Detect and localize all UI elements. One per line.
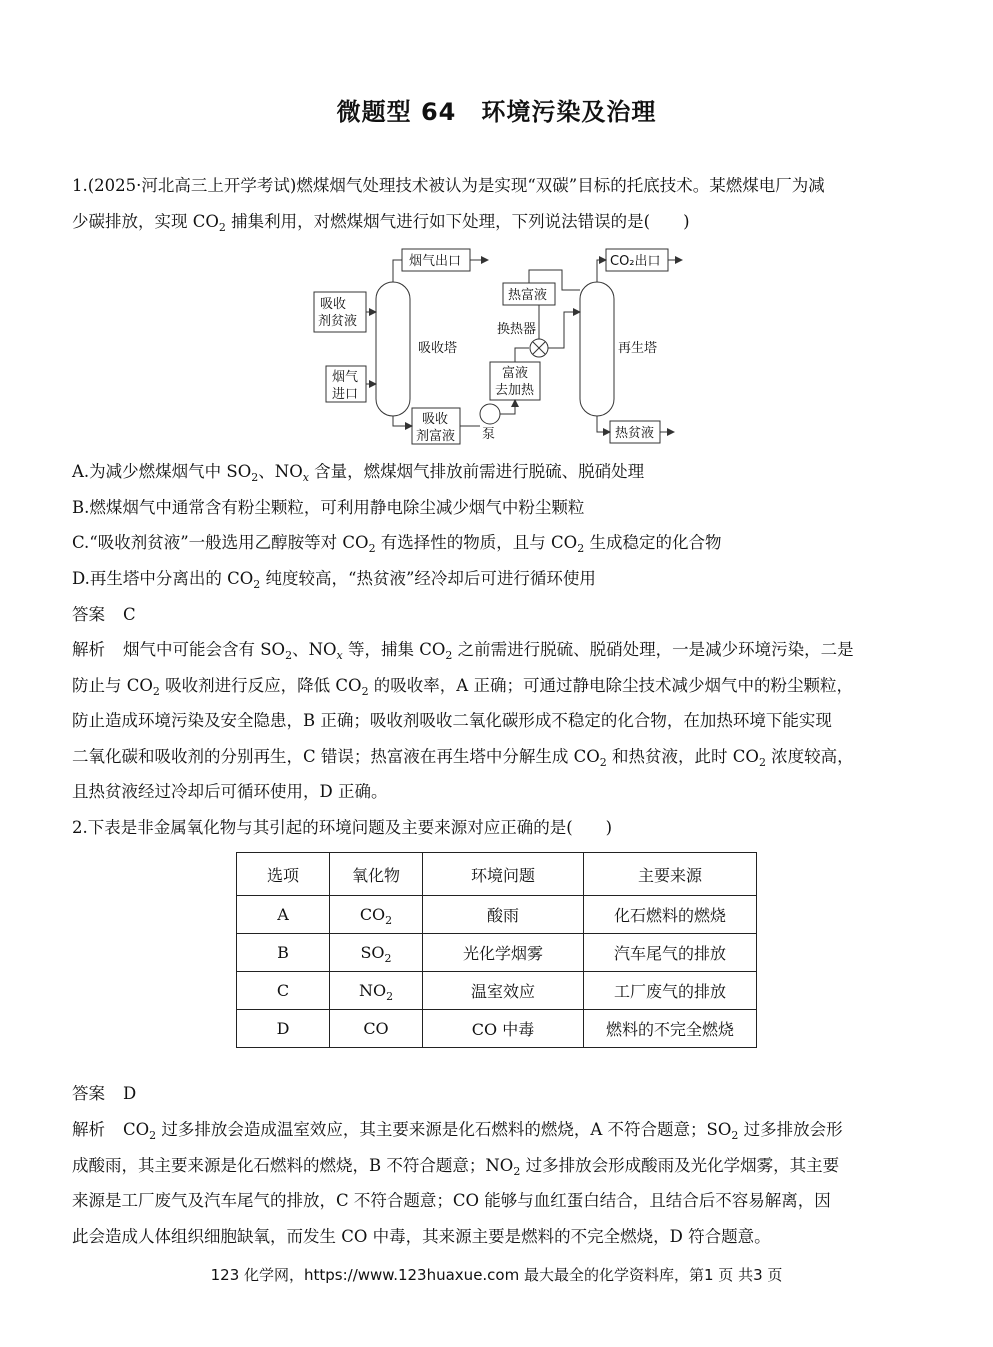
- q2-explanation-3: 来源是工厂废气及汽车尾气的排放，C 不符合题意；CO 能够与血红蛋白结合，且结合后不容易解离，因: [72, 1191, 831, 1210]
- table-cell: D: [237, 1010, 330, 1048]
- q1-explanation-5: 且热贫液经过冷却后可循环使用，D 正确。: [72, 782, 388, 801]
- q1-option-a: A.为减少燃煤烟气中 $SO_2$、$NO_x$ 含量，燃煤烟气排放前需进行脱硫、脱硝处理: [72, 462, 645, 484]
- label-rich-heat: 富液: [502, 366, 529, 381]
- q2-answer: 答案 D: [72, 1084, 137, 1103]
- table-header: 环境问题: [423, 853, 584, 896]
- q1-explanation-4: 二氧化碳和吸收剂的分别再生，C 错误；热富液在再生塔中分解生成 $CO_2$ 和热贫液，此时 $CO_2$ 浓度较高，: [72, 747, 854, 769]
- label-hot-rich: 热富液: [508, 288, 548, 303]
- label-flue-inlet-2: 进口: [332, 387, 359, 402]
- table-cell: 光化学烟雾: [423, 934, 584, 972]
- table-header: 主要来源: [584, 853, 757, 896]
- table-cell: CO: [330, 1010, 423, 1048]
- q1-stem-line2: 少碳排放，实现 $CO_2$ 捕集利用，对燃煤烟气进行如下处理，下列说法错误的是( ): [72, 212, 690, 234]
- table-cell: 工厂废气的排放: [584, 972, 757, 1010]
- q1-explanation-1: 解析 烟气中可能会含有 $SO_2$、$NO_x$ 等，捕集 $CO_2$ 之前需进行脱硫、脱硝处理，一是减少环境污染，二是: [72, 640, 854, 662]
- label-absorbent-rich-2: 剂富液: [416, 429, 456, 444]
- label-hot-lean: 热贫液: [615, 426, 655, 441]
- q1-option-c: C.“吸收剂贫液”一般选用乙醇胺等对 $CO_2$ 有选择性的物质，且与 $CO_2$ 生成稳定的化合物: [72, 533, 722, 555]
- q1-explanation-2: 防止与 $CO_2$ 吸收剂进行反应，降低 $CO_2$ 的吸收率，A 正确；可通过静电除尘技术减少烟气中的粉尘颗粒，: [72, 676, 853, 698]
- q2-explanation-2: 成酸雨，其主要来源是化石燃料的燃烧，B 不符合题意；$NO_2$ 过多排放会形成酸雨及光化学烟雾，其主要: [72, 1156, 840, 1178]
- table-header: 选项: [237, 853, 330, 896]
- table-row: [237, 1010, 757, 1048]
- table-row: [237, 972, 757, 1010]
- page-title: 微题型 64 环境污染及治理: [336, 98, 657, 126]
- table-header-row: [237, 853, 757, 896]
- label-absorbent-lean: 吸收: [320, 297, 347, 312]
- label-flue-inlet: 烟气: [332, 370, 359, 385]
- q2-explanation-1: 解析 $CO_2$ 过多排放会造成温室效应，其主要来源是化石燃料的燃烧，A 不符合题意；$SO_2$ 过多排放会形: [72, 1120, 843, 1142]
- table-cell: $NO_2$: [330, 972, 423, 1010]
- q2-explanation-4: 此会造成人体组织细胞缺氧，而发生 CO 中毒，其来源主要是燃料的不完全燃烧，D 符合题意。: [72, 1227, 771, 1246]
- label-flue-outlet: 烟气出口: [409, 254, 462, 269]
- q1-stem-line1: 1.(2025·河北高三上开学考试)燃煤烟气处理技术被认为是实现“双碳”目标的托底技术。某燃煤电厂为减: [72, 176, 825, 195]
- table-header: 氧化物: [330, 853, 423, 896]
- q2-options-table: [236, 852, 757, 1048]
- table-cell: 化石燃料的燃烧: [584, 896, 757, 934]
- label-co2-outlet: CO₂出口: [610, 254, 661, 269]
- label-pump: 泵: [482, 427, 496, 442]
- q1-answer: 答案 C: [72, 605, 136, 624]
- table-row: [237, 896, 757, 934]
- label-absorbent-lean-2: 剂贫液: [318, 314, 358, 329]
- page-footer: 123 化学网，https://www.123huaxue.com 最大最全的化学资料库，第1 页 共3 页: [210, 1266, 783, 1284]
- table-cell: C: [237, 972, 330, 1010]
- table-cell: 酸雨: [423, 896, 584, 934]
- table-cell: B: [237, 934, 330, 972]
- table-cell: 汽车尾气的排放: [584, 934, 757, 972]
- table-row: [237, 934, 757, 972]
- label-absorber: 吸收塔: [418, 341, 458, 356]
- table-cell: $SO_2$: [330, 934, 423, 972]
- table-cell: CO 中毒: [423, 1010, 584, 1048]
- q1-option-b: B.燃煤烟气中通常含有粉尘颗粒，可利用静电除尘减少烟气中粉尘颗粒: [72, 498, 585, 517]
- process-flow-diagram: [300, 244, 720, 448]
- table-cell: $CO_2$: [330, 896, 423, 934]
- q1-option-d: D.再生塔中分离出的 $CO_2$ 纯度较高，“热贫液”经冷却后可进行循环使用: [72, 569, 596, 591]
- q1-explanation-3: 防止造成环境污染及安全隐患，B 正确；吸收剂吸收二氧化碳形成不稳定的化合物，在加热环境下能实现: [72, 711, 832, 730]
- table-cell: A: [237, 896, 330, 934]
- table-cell: 燃料的不完全燃烧: [584, 1010, 757, 1048]
- q2-stem: 2.下表是非金属氧化物与其引起的环境问题及主要来源对应正确的是( ): [72, 818, 613, 837]
- table-cell: 温室效应: [423, 972, 584, 1010]
- label-rich-heat-2: 去加热: [495, 383, 535, 398]
- label-regenerator: 再生塔: [618, 341, 658, 356]
- label-absorbent-rich: 吸收: [422, 412, 449, 427]
- label-heat-exchanger: 换热器: [497, 322, 537, 337]
